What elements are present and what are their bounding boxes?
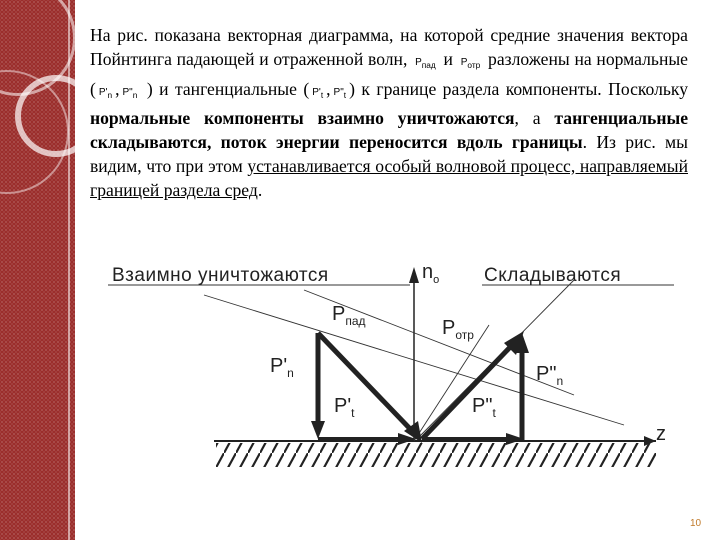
label-n0: $n_o$ bbox=[422, 261, 440, 286]
page-number: 10 bbox=[690, 518, 702, 529]
bold-text: тангенциальные складываются, поток энергии переносится вдоль границы bbox=[90, 108, 688, 153]
label-p-pad: $P_{пад}$ bbox=[332, 303, 366, 328]
text-run: ) и тангенциальные ( bbox=[146, 78, 310, 99]
text-run: разложены на нормальные ( bbox=[90, 48, 688, 99]
text-run: . bbox=[257, 179, 263, 200]
bold-text: нормальные компоненты взаимно уничтожаются bbox=[90, 108, 515, 129]
label-cancel: Взаимно уничтожаются bbox=[112, 265, 329, 286]
text-run: , а bbox=[514, 108, 541, 129]
symbol-pt-double: $P"_t$ bbox=[333, 86, 347, 100]
decorative-line bbox=[68, 0, 70, 540]
normal-axis-arrow bbox=[409, 267, 419, 283]
label-pn-prime: $P'_n$ bbox=[270, 355, 294, 380]
text-run: и bbox=[443, 48, 453, 69]
symbol-p-pad: $P_{пад}$ bbox=[415, 56, 436, 70]
symbol-pn-prime: $P'_n$ bbox=[98, 86, 113, 100]
decorative-sidebar bbox=[0, 0, 75, 540]
label-pt-prime: $P'_t$ bbox=[334, 395, 355, 420]
body-paragraph bbox=[90, 24, 688, 203]
symbol-p-otr: $P_{отр}$ bbox=[460, 56, 481, 70]
ground-hatching bbox=[216, 443, 656, 467]
text-run: На рис. показана векторная диаграмма, на которой средние значения вектора Пойнтинга падающей и отраженной волн, bbox=[90, 25, 688, 69]
symbol-pn-double: $P"_n$ bbox=[122, 86, 138, 100]
vector-diagram bbox=[104, 255, 684, 505]
underlined-text: устанавливается особый волновой процесс, направляемый границей раздела сред bbox=[90, 155, 688, 200]
vector-diagram-svg bbox=[104, 255, 684, 505]
label-p-otr: $P_{отр}$ bbox=[442, 317, 474, 342]
incident-vector bbox=[318, 333, 416, 435]
text-run: , bbox=[326, 78, 331, 99]
text-run: . Из рис. мы видим, что при этом bbox=[90, 132, 688, 176]
label-pn-double: $P"_n$ bbox=[536, 363, 564, 388]
text-run: , bbox=[115, 78, 120, 99]
label-z: z bbox=[656, 423, 666, 445]
label-add: Складываются bbox=[484, 265, 622, 286]
symbol-pt-prime: $P'_t$ bbox=[312, 86, 324, 100]
slide-content bbox=[90, 24, 688, 203]
pn-prime-head bbox=[311, 421, 325, 439]
text-run: ) к границе раздела компоненты. Поскольку bbox=[349, 78, 688, 99]
label-pt-double: $P"_t$ bbox=[472, 395, 496, 420]
